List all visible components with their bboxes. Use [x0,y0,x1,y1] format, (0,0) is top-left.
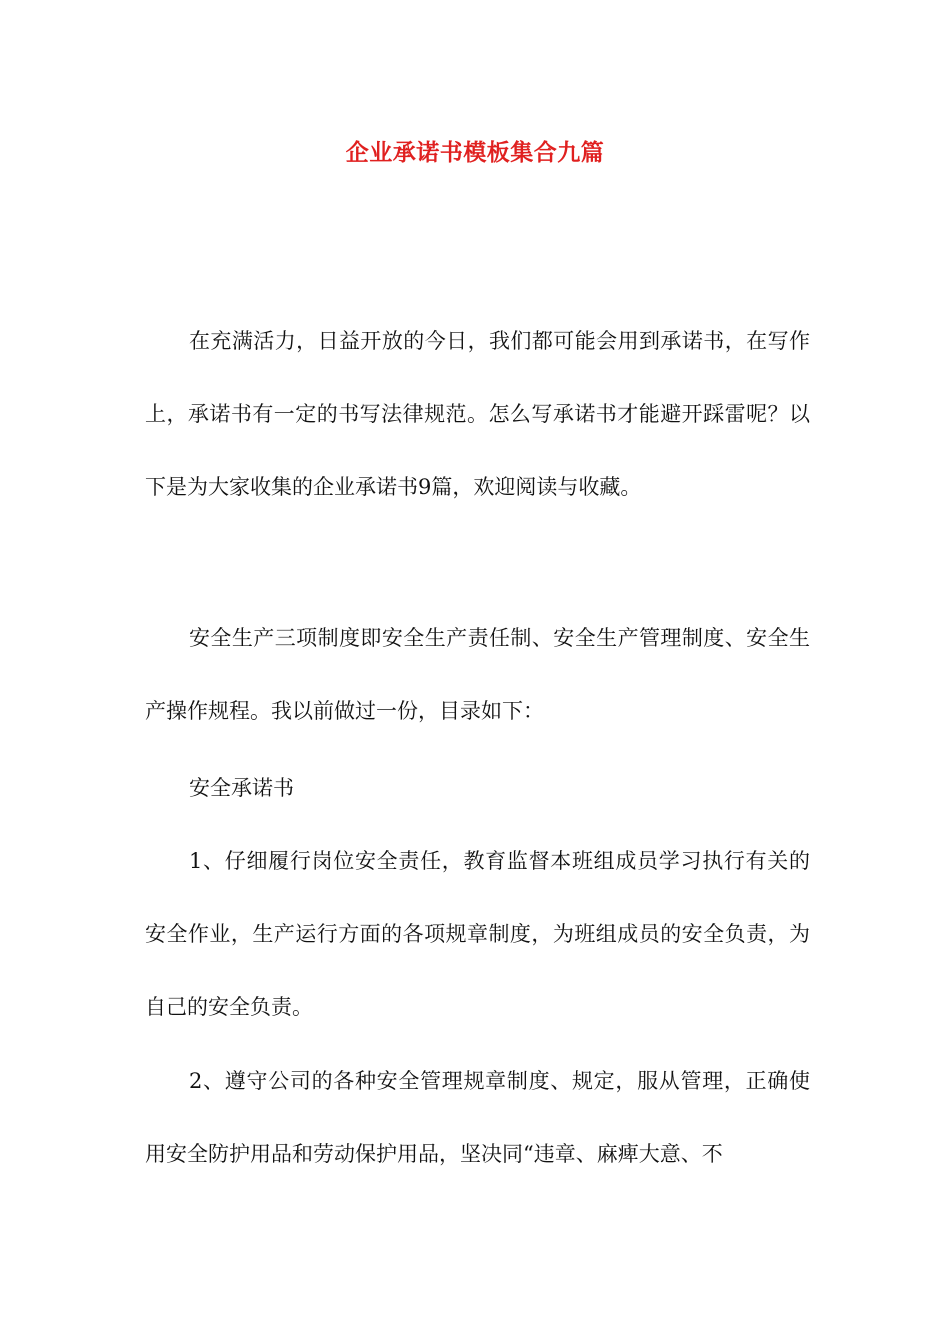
paragraph-item-2: 2、遵守公司的各种安全管理规章制度、规定，服从管理，正确使用安全防护用品和劳动保护用品，坚决同“违章、麻痺大意、不 [145,1069,810,1166]
paragraph-item-1: 1、仔细履行岗位安全责任，教育监督本班组成员学习执行有关的安全作业，生产运行方面的各项规章制度，为班组成员的安全负责，为自己的安全负责。 [145,849,810,1019]
paragraph-intro: 在充满活力，日益开放的今日，我们都可能会用到承诺书，在写作上，承诺书有一定的书写法律规范。怎么写承诺书才能避开踩雷呢？以下是为大家收集的企业承诺书9篇，欢迎阅读与收藏。 [145,329,810,499]
paragraph-safety-system: 安全生产三项制度即安全生产责任制、安全生产管理制度、安全生产操作规程。我以前做过一份，目录如下： [145,626,810,723]
paragraph-heading-safety-pledge: 安全承诺书 [189,776,294,800]
document-title: 企业承诺书模板集合九篇 [345,139,605,166]
